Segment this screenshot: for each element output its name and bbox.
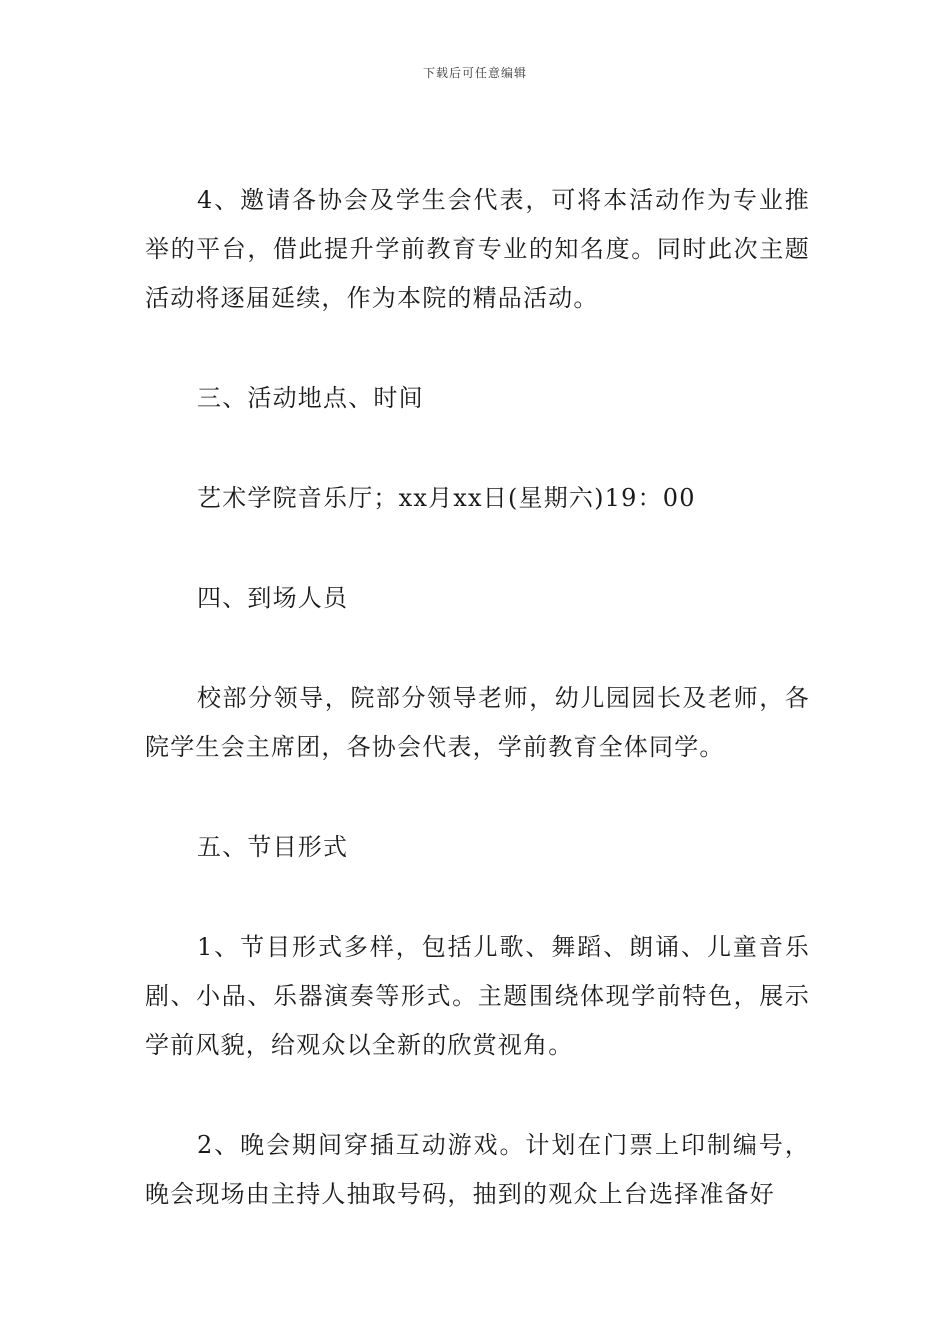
section-heading-location-time: 三、活动地点、时间 <box>197 384 424 412</box>
paragraph-gap <box>145 423 810 474</box>
page-header: 下载后可任意编辑 <box>422 66 527 80</box>
paragraph-program-variety: 1、节目形式多样，包括儿歌、舞蹈、朗诵、儿童音乐剧、小品、乐器演奏等形式。主题围绕体现学前特色，展示学前风貌，给观众以全新的欣赏视角。 <box>145 933 810 1059</box>
section-heading-program-format: 五、节目形式 <box>197 833 349 861</box>
paragraph-gap <box>145 523 810 574</box>
paragraph-gap <box>145 1070 810 1121</box>
paragraph-attendees: 校部分领导，院部分领导老师，幼儿园园长及老师，各院学生会主席团，各协会代表，学前教育全体同学。 <box>145 684 810 761</box>
paragraph-location-time: 艺术学院音乐厅；xx月xx日(星期六)19：00 <box>197 484 696 512</box>
paragraph-invite-associations: 4、邀请各协会及学生会代表，可将本活动作为专业推举的平台，借此提升学前教育专业的知名度。同时此次主题活动将逐届延续，作为本院的精品活动。 <box>145 186 810 312</box>
paragraph-gap <box>145 323 810 374</box>
paragraph-gap <box>145 623 810 674</box>
section-heading-attendees: 四、到场人员 <box>197 584 349 612</box>
paragraph-gap <box>145 772 810 823</box>
document-body <box>145 176 810 1219</box>
paragraph-gap <box>145 872 810 923</box>
paragraph-interactive-games: 2、晚会期间穿插互动游戏。计划在门票上印制编号，晚会现场由主持人抽取号码，抽到的观众上台选择准备好 <box>145 1131 810 1208</box>
